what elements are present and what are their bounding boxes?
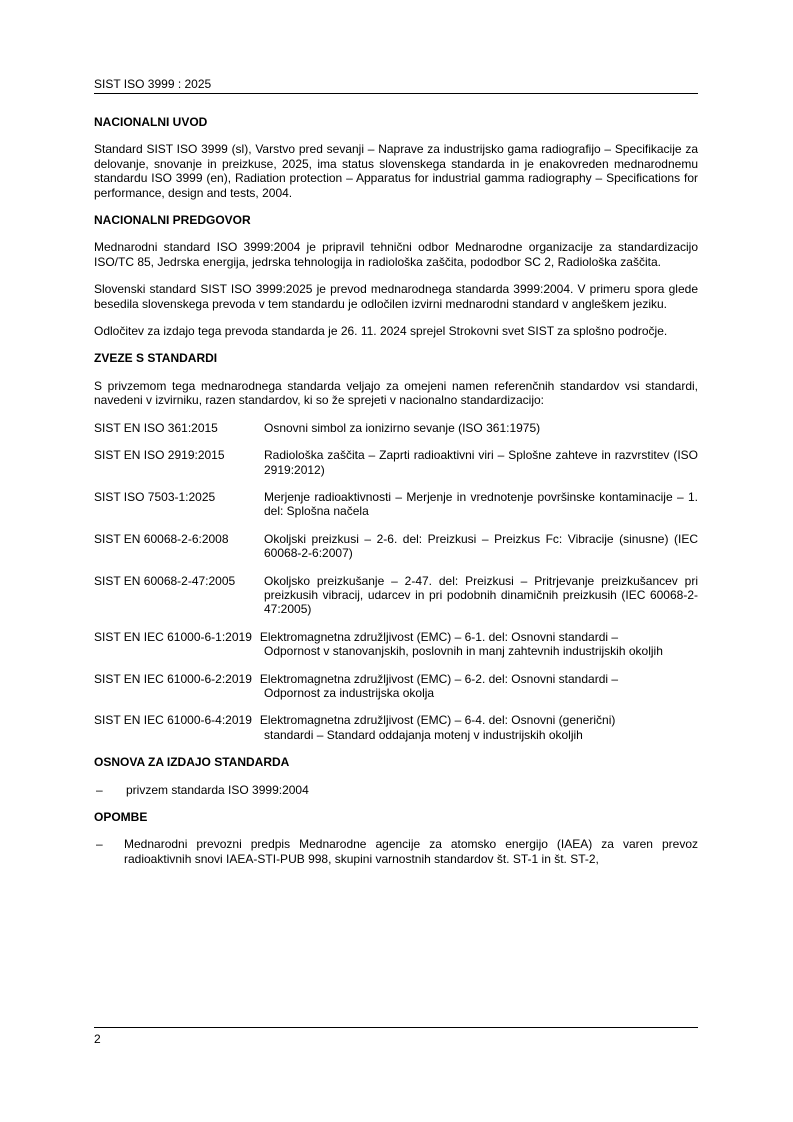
paragraph: S privzemom tega mednarodnega standarda veljajo za omejeni namen referenčnih standardov vsi standardi, navedeni v izvirniku, razen standardov, ki so že sprejeti v nacionalno standardizacijo: [94,378,698,408]
section-title-nacionalni-uvod: NACIONALNI UVOD [94,115,208,129]
reference-row [94,713,698,742]
section-title-nacionalni-predgovor: NACIONALNI PREDGOVOR [94,213,251,228]
section-title-zveze-s-standardi: ZVEZE S STANDARDI [94,351,218,366]
reference-title: Okoljsko preizkušanje – 2-47. del: Preizkusi – Pritrjevanje preizkušancev pri preizkusih vibracij, udarcev in pri podobnih dinamičnih preizkusih (IEC 60068-2-47:2005) [264,573,698,617]
document-id: SIST ISO 3999 : 2025 [94,77,212,91]
reference-row [94,421,698,435]
paragraph: Mednarodni standard ISO 3999:2004 je pripravil tehnični odbor Mednarodne organizacije za standardizacijo ISO/TC 85, Jedrska energija, jedrska tehnologija in radiološka zaščita, pododbor SC 2, Radiološka zaščita. [94,240,698,269]
section-title-osnova: OSNOVA ZA IZDAJO STANDARDA [94,755,290,770]
paragraph: Odločitev za izdajo tega prevoda standarda je 26. 11. 2024 sprejel Strokovni svet SIST za splošno področje. [94,324,668,339]
reference-title: Elektromagnetna združljivost (EMC) – 6-4. del: Osnovni (generični) [259,713,616,728]
reference-code: SIST ISO 7503-1:2025 [94,489,216,504]
reference-title: Elektromagnetna združljivost (EMC) – 6-1. del: Osnovni standardi – [259,629,619,644]
list-item-text: Mednarodni prevozni predpis Mednarodne agencije za atomsko energijo (IAEA) za varen prevoz radioaktivnih snovi IAEA-STI-PUB 998, skupini varnostnih standardov št. ST-1 in št. ST-2, [124,837,698,866]
document-body [94,115,698,879]
reference-code: SIST EN ISO 2919:2015 [94,448,225,463]
page-footer [94,1027,698,1046]
reference-title-continued: Odpornost za industrijska okolja [264,685,435,700]
reference-code: SIST EN IEC 61000-6-4:2019 [94,713,252,728]
reference-row [94,448,698,477]
reference-code: SIST EN ISO 361:2015 [94,420,218,435]
reference-code: SIST EN IEC 61000-6-1:2019 [94,629,252,644]
reference-code: SIST EN 60068-2-6:2008 [94,531,229,546]
reference-row [94,574,698,617]
reference-row [94,630,698,659]
reference-row [94,672,698,701]
reference-row [94,532,698,561]
page-number: 2 [94,1032,101,1046]
paragraph: Standard SIST ISO 3999 (sl), Varstvo pred sevanji – Naprave za industrijsko gama radiografijo – Specifikacije za delovanje, snovanje in preizkuse, 2025, ima status slovenskega standarda in je enakovreden mednarodnemu standardu ISO 3999 (en), Radiation protection – Apparatus for industrial gamma radiography – Specifications for performance, design and tests, 2004. [94,142,698,200]
section-title-opombe: OPOMBE [94,810,148,824]
list-item [94,837,698,866]
reference-code: SIST EN IEC 61000-6-2:2019 [94,671,252,686]
reference-title: Osnovni simbol za ionizirno sevanje (ISO 361:1975) [264,420,541,435]
reference-title: Radiološka zaščita – Zaprti radioaktivni viri – Splošne zahteve in razvrstitev (ISO 2919:2012) [264,448,698,477]
dash-bullet: – [96,782,103,797]
reference-title-continued: standardi – Standard oddajanja motenj v industrijskih okoljih [264,727,583,742]
dash-bullet: – [96,837,103,852]
reference-title: Merjenje radioaktivnosti – Merjenje in vrednotenje površinske kontaminacije – 1. del: Splošna načela [264,489,698,519]
paragraph: Slovenski standard SIST ISO 3999:2025 je prevod mednarodnega standarda 3999:2004. V primeru spora glede besedila slovenskega prevoda v tem standardu je odločilen izvirni mednarodni standard v angleškem jeziku. [94,282,698,311]
reference-code: SIST EN 60068-2-47:2005 [94,573,236,588]
list-item-text: privzem standarda ISO 3999:2004 [126,782,309,797]
reference-title-continued: Odpornost v stanovanjskih, poslovnih in manj zahtevnih industrijskih okoljih [264,644,663,659]
page-header [94,77,698,94]
reference-title: Elektromagnetna združljivost (EMC) – 6-2. del: Osnovni standardi – [259,671,619,686]
reference-title: Okoljski preizkusi – 2-6. del: Preizkusi – Preizkus Fc: Vibracije (sinusne) (IEC 60068-2-6:2007) [264,531,698,561]
list-item [94,783,698,797]
reference-row [94,490,698,519]
